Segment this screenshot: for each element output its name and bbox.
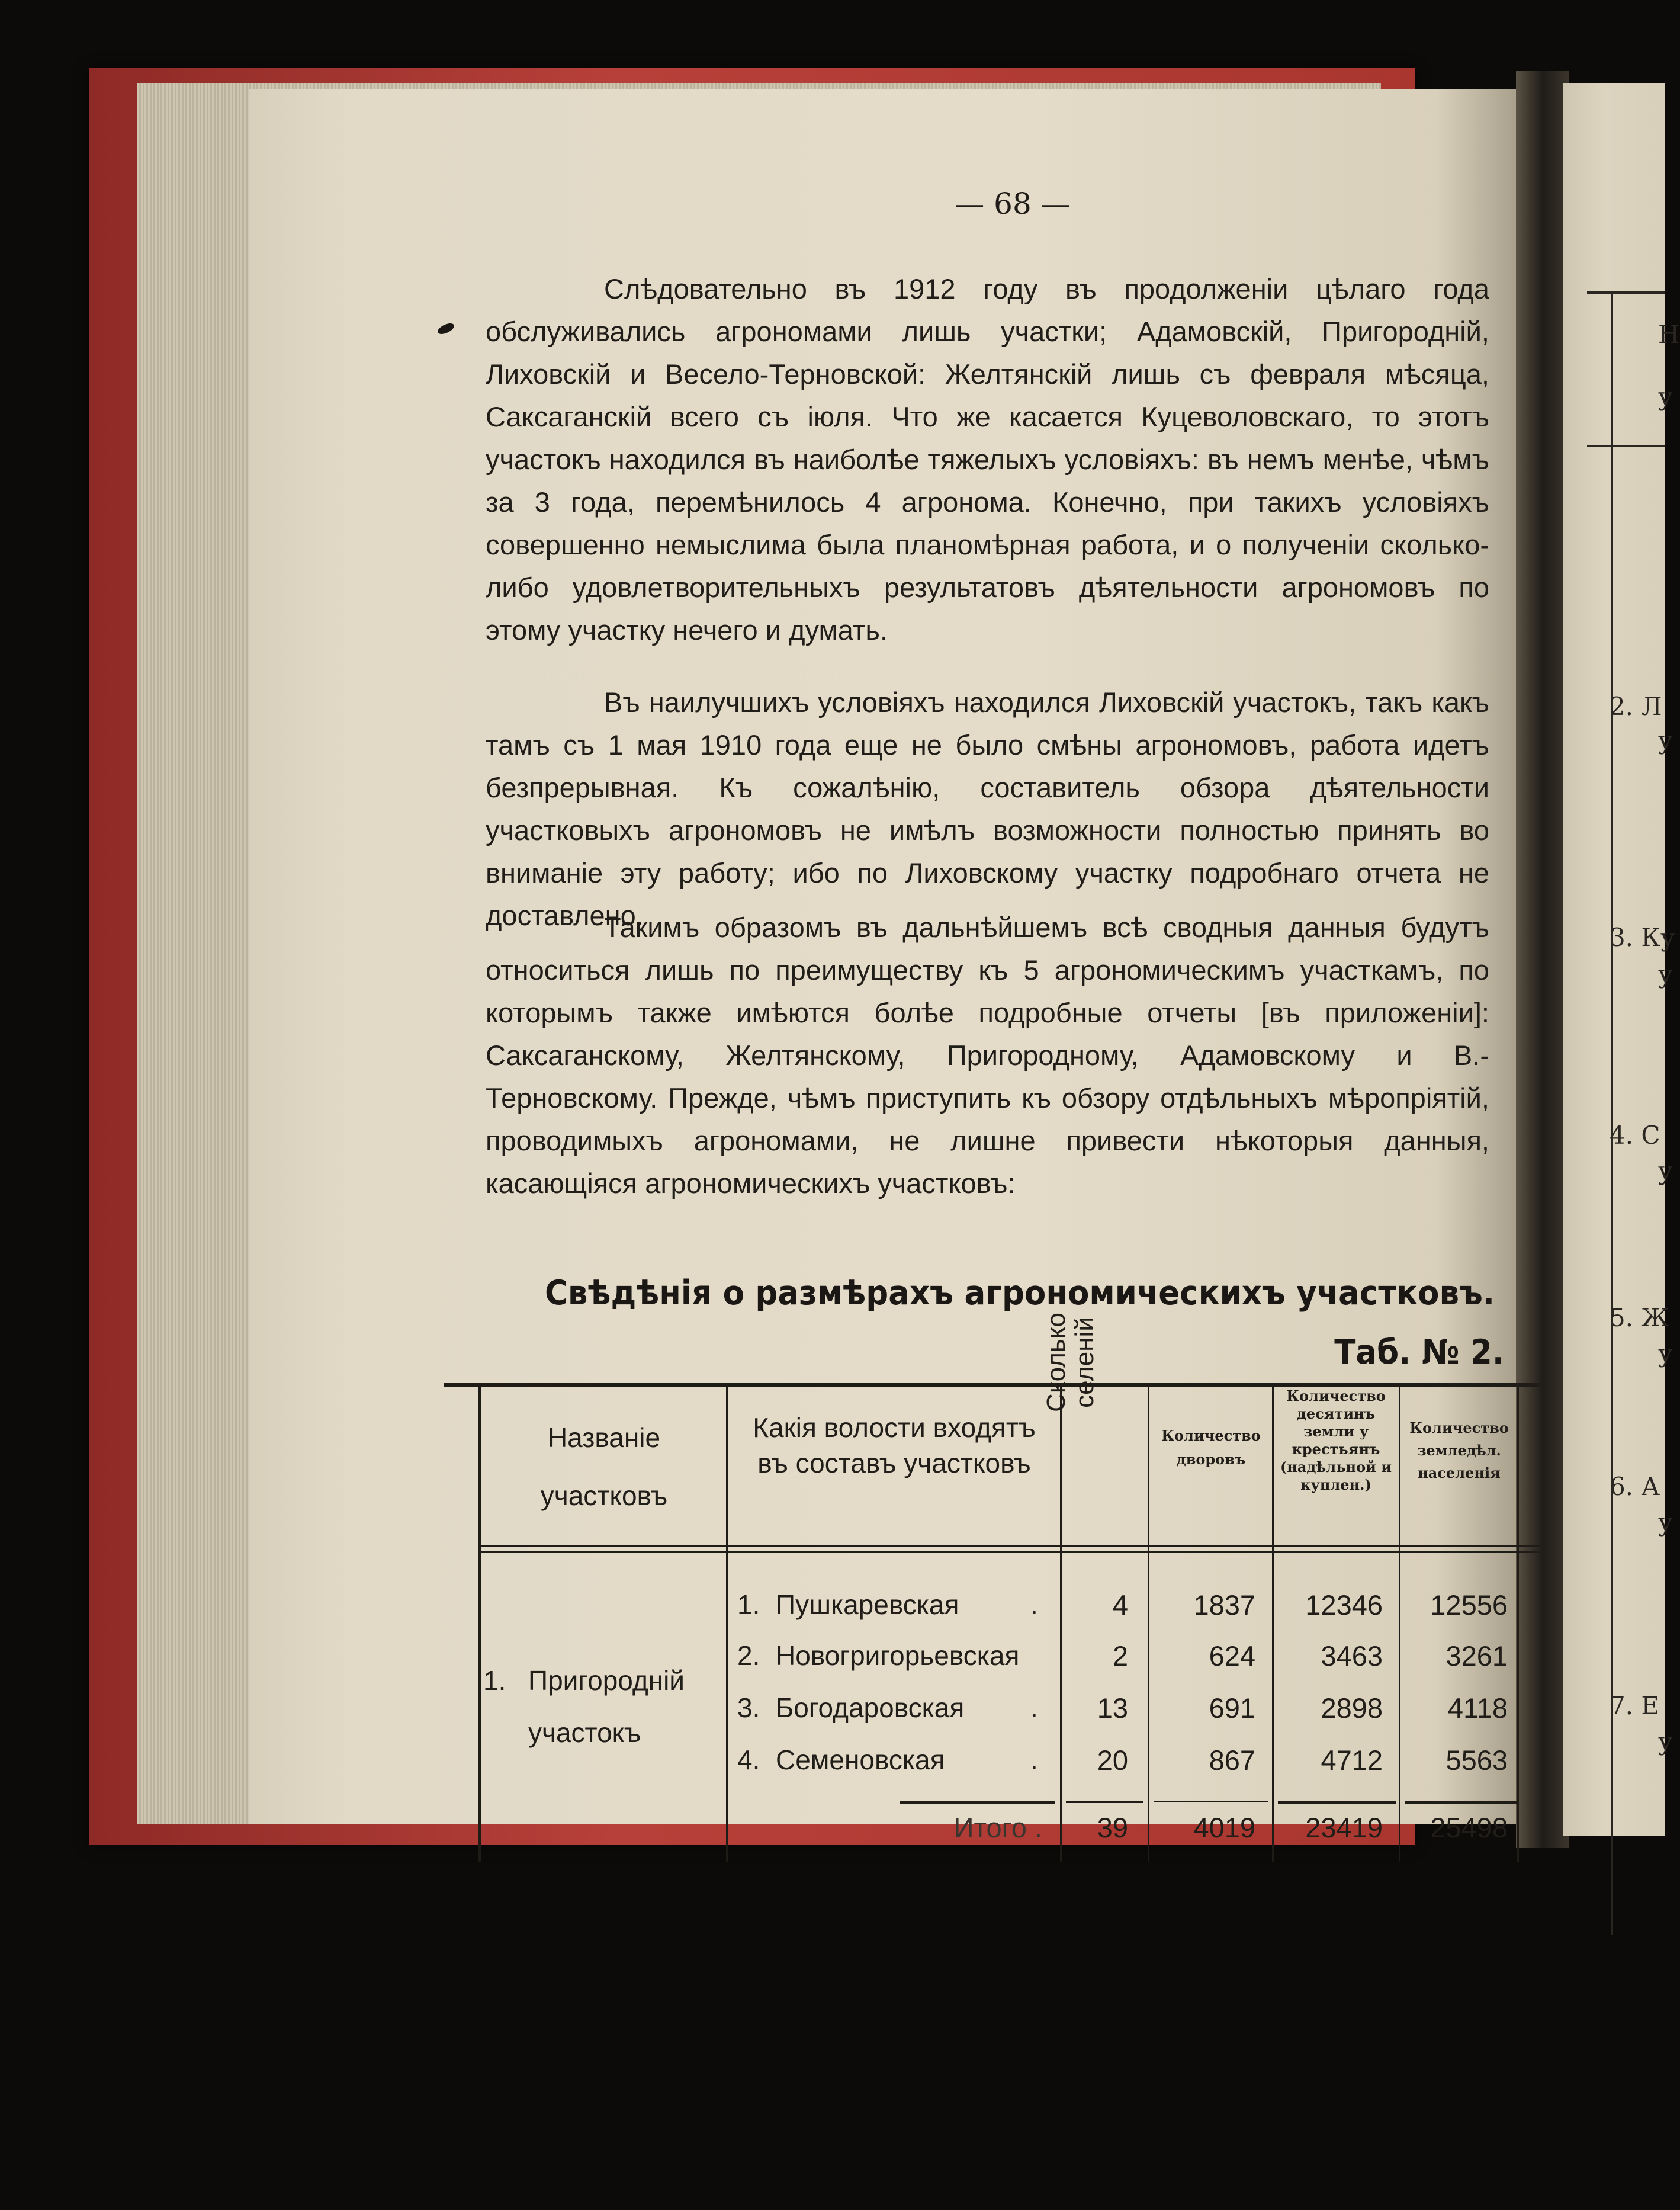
header-population: Количество земледѣл. населенія — [1409, 1419, 1509, 1481]
paragraph-2: Въ наилучшихъ условіяхъ находился Лиховскій участокъ, такъ какъ тамъ съ 1 мая 1910 года еще не было смѣны агрономовъ, работа идетъ безпрерывная. Къ сожалѣнію, составитель обзора дѣятельности участковыхъ агрономовъ не имѣлъ возможности полностью принять во вниманіе эту работу; ибо по Лиховскому участку подробнаго отчета не доставлено. — [486, 687, 1489, 931]
next-page-text: у — [1658, 726, 1673, 755]
next-page-text: у — [1658, 1507, 1673, 1537]
row-villages: 2 — [1112, 1640, 1128, 1672]
row-households: 624 — [1209, 1640, 1255, 1672]
next-page-text: у — [1658, 1339, 1673, 1368]
next-page-text: 7. Е — [1610, 1691, 1660, 1720]
next-page-text: у — [1658, 960, 1673, 989]
next-page-text: 5. Ж — [1610, 1303, 1669, 1332]
row-dot: . — [1030, 1744, 1038, 1775]
next-page-text: у — [1658, 1156, 1673, 1185]
row-land: 3463 — [1321, 1640, 1383, 1672]
row-households: 691 — [1209, 1692, 1255, 1724]
next-page-text: у — [1658, 382, 1673, 411]
next-page-text: 6. А — [1610, 1472, 1660, 1501]
row-households: 1837 — [1193, 1589, 1255, 1621]
row-volost: Семеновская — [776, 1744, 945, 1775]
next-page-text: Н — [1658, 320, 1680, 349]
row-volost: Богодаровская — [776, 1692, 965, 1723]
total-villages: 39 — [1097, 1812, 1128, 1843]
row-population: 12556 — [1430, 1589, 1508, 1621]
row-land: 2898 — [1321, 1692, 1383, 1724]
row-volost: Новогригорьевская — [776, 1640, 1020, 1671]
total-population: 25498 — [1430, 1812, 1508, 1843]
book-gutter — [1516, 71, 1569, 1848]
row-volost: Пушкаревская — [776, 1589, 959, 1620]
row-population: 4118 — [1447, 1692, 1508, 1724]
row-number: 3. — [737, 1692, 760, 1723]
section-number: 1. — [483, 1665, 506, 1696]
table-heading: Свѣдѣнія о размѣрахъ агрономическихъ участковъ. — [545, 1274, 1495, 1313]
row-dot: . — [1030, 1692, 1038, 1723]
row-number: 1. — [737, 1589, 760, 1620]
row-population: 5563 — [1445, 1744, 1508, 1776]
header-households: Количество дворовъ — [1161, 1427, 1261, 1468]
row-number: 4. — [737, 1744, 760, 1775]
next-page-fragment — [1563, 83, 1680, 1836]
row-land: 4712 — [1321, 1744, 1383, 1776]
header-villages: Сколько селеній — [1042, 1313, 1099, 1412]
row-villages: 4 — [1112, 1589, 1128, 1621]
header-name: Названіе участковъ — [540, 1422, 668, 1511]
row-villages: 20 — [1097, 1744, 1128, 1776]
page-number: — 68 — — [955, 187, 1071, 221]
total-households: 4019 — [1193, 1812, 1255, 1843]
row-number: 2. — [737, 1640, 760, 1671]
paragraph-1: Слѣдовательно въ 1912 году въ продолженіи цѣлаго года обслуживались агрономами лишь участки; Адамовскій, Пригородній, Лиховскій и Весело-Терновской: Желтянскій лишь съ февраля мѣсяца, Саксаганскій всего съ іюля. Что же касается Куцеволовскаго, то этотъ участокъ находился въ наиболѣе тяжелыхъ условіяхъ: въ немъ менѣе, чѣмъ за 3 года, перемѣнилось 4 агронома. Конечно, при такихъ условіяхъ совершенно немыслима была планомѣрная работа, и о полученіи сколько-либо удовлетворительныхъ результатовъ дѣятельности агрономовъ по этому участку нечего и думать. — [486, 273, 1489, 646]
paragraph-3: Такимъ образомъ въ дальнѣйшемъ всѣ сводныя данныя будутъ относиться лишь по преимуществу къ 5 агрономическимъ участкамъ, по которымъ также имѣются болѣе подробные отчеты [въ приложеніи]: Саксаганскому, Желтянскому, Пригородному, Адамовскому и В.-Терновскому. Прежде, чѣмъ приступить къ обзору отдѣльныхъ мѣропріятій, проводимыхъ агрономами, не лишне привести нѣкоторыя данныя, касающіяся агрономическихъ участковъ: — [486, 912, 1489, 1199]
next-page-text: 2. Л — [1610, 692, 1662, 721]
section-name: Пригородній — [528, 1665, 685, 1696]
row-land: 12346 — [1305, 1589, 1383, 1621]
total-label: Итого . — [953, 1812, 1042, 1843]
total-land: 23419 — [1305, 1812, 1383, 1843]
row-villages: 13 — [1097, 1692, 1128, 1724]
table-label: Таб. № 2. — [1334, 1333, 1504, 1372]
next-page-text: 3. Ку — [1610, 923, 1675, 952]
header-land: Количество десятинъ земли у крестьянъ (надѣльной и куплен.) — [1280, 1387, 1392, 1493]
row-households: 867 — [1209, 1744, 1255, 1776]
next-page-text: 4. С — [1610, 1121, 1660, 1150]
header-volosts: Какія волости входятъ въ составъ участковъ — [753, 1412, 1036, 1478]
row-population: 3261 — [1445, 1640, 1508, 1672]
next-page-text: у — [1658, 1727, 1673, 1756]
row-dot: . — [1030, 1589, 1038, 1620]
section-name: участокъ — [528, 1717, 641, 1748]
